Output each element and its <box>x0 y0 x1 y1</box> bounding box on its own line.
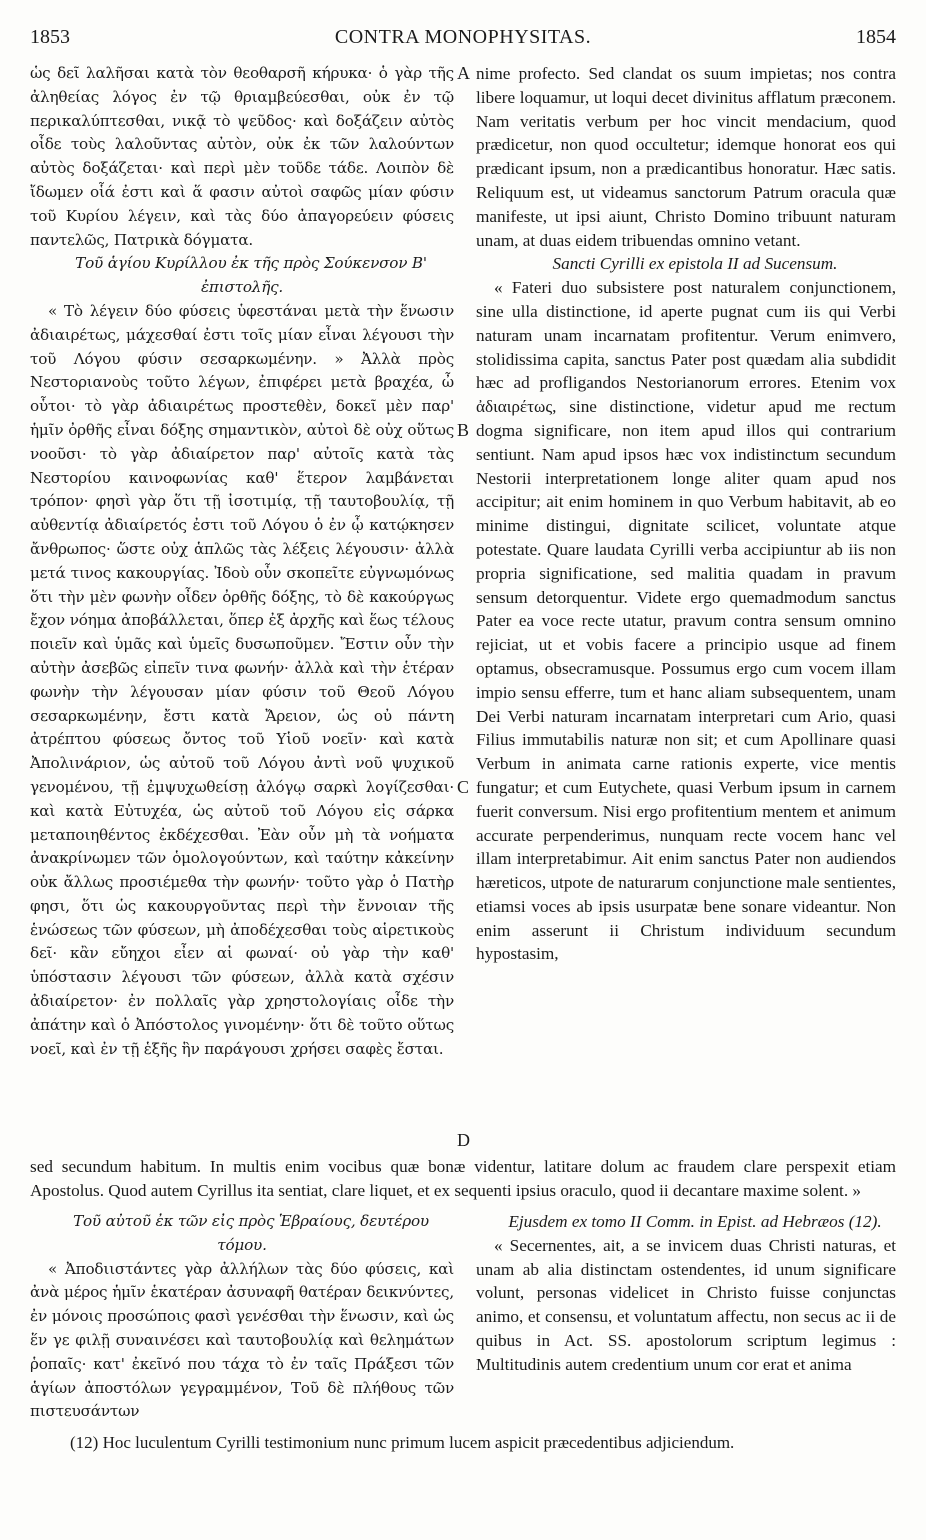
latin-heading-2: Ejusdem ex tomo II Comm. in Epist. ad Hebræos (12). <box>508 1212 882 1231</box>
latin-column-upper <box>476 62 896 966</box>
margin-marker-d: D <box>457 1130 470 1150</box>
latin-paragraph-1: nime profecto. Sed clandat os suum impietas; nos contra libere loquamur, ut loqui decet divinitus afflatum præconem. Nam veritatis verbum per hoc vincit mendacium, quod prædicetur, non quod occultetur; idemque honorat eos qui prædicant ipsum, non a prædicantibus honoratur. Hæc satis. Reliquum est, ut videamus sanctorum Patrum oracula quæ manifeste, ut ipsi aiunt, Christo Domino tribuunt naturam unam, at duas eidem tribuendas omnino vetant. <box>476 64 896 250</box>
footnote: (12) Hoc luculentum Cyrilli testimonium nunc primum lucem aspicit præcedentibus adjiciendum. <box>70 1433 735 1452</box>
margin-marker-a: A <box>457 63 470 83</box>
greek-paragraph-1: ὡς δεῖ λαλῆσαι κατὰ τὸν θεοθαρσῆ κήρυκα· ὁ γὰρ τῆς ἀληθείας λόγος ἐν τῷ θριαμβεύεσθαι, οὐκ ἐν τῷ περικαλύπτεσθαι, νικᾷ τὸ ψεῦδος· καὶ δοξάζειν αὐτὸς οἶδε τοὺς λαλοῦντας αὐτὸν, οὐκ ἐκ τῶν λαλούντων αὐτὸς δοξάζεται· καὶ περὶ μὲν τοῦδε τάδε. Λοιπὸν δὲ ἴδωμεν οἷά ἐστι καὶ ἅ φασιν αὐτοὶ σαφῶς μίαν φύσιν τοῦ Κυρίου λέγειν, καὶ τὰς δύο ἀπαγορεύειν φύσεις παντελῶς, Πατρικὰ δόγματα. <box>30 64 454 249</box>
full-width-paragraph: sed secundum habitum. In multis enim vocibus quæ bonæ videntur, latitare dolum ac fraudem clare perspexit etiam Apostolus. Quod autem Cyrillus ita sentiat, clare liquet, et ex sequenti ipsius oraculo, quod ii decantare maxime solent. » <box>30 1157 896 1200</box>
running-header <box>30 26 896 56</box>
latin-column-lower <box>476 1210 896 1377</box>
margin-marker-b: B <box>457 420 470 440</box>
greek-paragraph-2: « Τὸ λέγειν δύο φύσεις ὑφεστάναι μετὰ τὴν ἕνωσιν ἀδιαιρέτως, μάχεσθαί ἐστι τοῖς μίαν εἶναι λέγουσι τὴν τοῦ Λόγου φύσιν σεσαρκωμένην. » Ἀλλὰ πρὸς Νεστοριανοὺς τοῦτο λέγων, ἐπιφέρει μετὰ βραχέα, ὦ οὗτοι· τὸ γὰρ ἀδιαιρέτως προστεθὲν, δοκεῖ μὲν παρ' ἡμῖν ὀρθῆς εἶναι δόξης σημαντικὸν, αὐτοὶ δὲ οὐχ οὕτως νοοῦσι· τὸ γὰρ ἀδιαίρετον παρ' αὐτοῖς κατὰ τὰς Νεστορίου καινοφωνίας καθ' ἕτερον λαμβάνεται τρόπον· φησὶ γὰρ ὅτι τῇ ἰσοτιμίᾳ, τῇ ταυτοβουλίᾳ, τῇ αὐθεντίᾳ ἀδιαίρετός ἐστι τοῦ Λόγου ὁ ἐν ᾧ κατῴκησεν ἄνθρωπος· ὥστε οὐχ ἁπλῶς τὰς λέξεις λέγουσιν· ἀλλὰ μετά τινος κακουργίας. Ἰδοὺ οὖν σκοπεῖτε εὐγνωμόνως ὅτι τὴν μὲν φωνὴν οἶδεν ὀρθῆς δόξης, τὸ δὲ κακούργως ἔχον νόημα ἀποβάλλεται, ὅπερ ἐξ ἀρχῆς καὶ ἕως τέλους ποιεῖν καὶ ὑμᾶς καὶ ὑμεῖς δυσωποῦμεν. Ἔστιν οὖν τὴν αὐτὴν ἀσεβῶς εἰπεῖν τινα φωνήν· ἀλλὰ καὶ τὴν ἑτέραν φωνὴν τὴν λέγουσαν μίαν φύσιν τοῦ Θεοῦ Λόγου σεσαρκωμένην, ἔστι κατὰ Ἄρειον, ὡς οὐ πάντη ἀτρέπτου φύσεως ὄντος τοῦ Υἱοῦ νοεῖν· καὶ κατὰ Ἀπολινάριον, ὡς αὐτοῦ τοῦ Λόγου ἀντὶ νοῦ ψυχικοῦ γενομένου, τῇ ἐμψυχωθείσῃ ἀλόγῳ σαρκὶ λογίζεσθαι· καὶ κατὰ Εὐτυχέα, ὡς αὐτοῦ τοῦ Λόγου εἰς σάρκα μεταποιηθέντος ἐκδέχεσθαι. Ἐὰν οὖν μὴ τὰ νοήματα ἀνακρίνωμεν τῶν ὁμολογούντων, καὶ ταύτην κἀκείνην οὐκ ἄλλως προσιέμεθα τὴν φωνήν· τοῦτο γὰρ ὁ Πατὴρ φησι, ὅτι ὡς κακουργοῦντας περὶ τὴν ἔννοιαν τῆς ἑνώσεως τῶν φύσεων, μὴ ἀποδέχεσθαι τοὺς αἱρετικοὺς δεῖ· κἂν εὔηχοι εἶεν αἱ φωναί· οὐ γὰρ τὴν καθ' ὑπόστασιν λέγουσι τῶν φύσεων, ἀλλὰ κατὰ σχέσιν ἀδιαίρετον· ἐν πολλαῖς γὰρ χρηστολογίαις οἶδε τὴν ἀπάτην καὶ ὁ Ἀπόστολος γινομένην· ὅτι δὲ τοῦτο οὕτως νοεῖ, καὶ ἐν τῇ ἑξῆς ἣν παράγουσι χρήσει σαφὲς ἔσται. <box>30 301 454 1058</box>
greek-paragraph-3: « Ἀποδιιστάντες γὰρ ἀλλήλων τὰς δύο φύσεις, καὶ ἀνὰ μέρος ἡμῖν ἑκατέραν ἀσυναφῆ θατέραν δεικνύντες, ἐν μόνοις προσώποις φασὶ γενέσθαι τὴν ἕνωσιν, καὶ ὡς ἕν γε φιλῇ συναινέσει καὶ ταυτοβουλίᾳ καὶ θελημάτων ῥοπαῖς· κατ' ἐκεῖνό που τάχα τὸ ἐν ταῖς Πράξεσι τῶν ἁγίων ἀποστόλων γεγραμμένον, Τοῦ δὲ πλήθους τῶν πιστευσάντων <box>30 1259 454 1421</box>
greek-column-upper <box>30 62 454 1061</box>
running-title: CONTRA MONOPHYSITAS. <box>334 26 592 48</box>
latin-heading-1: Sancti Cyrilli ex epistola II ad Sucensum. <box>552 254 838 274</box>
right-page-number: 1854 <box>856 26 896 48</box>
greek-column-lower <box>30 1210 454 1424</box>
left-page-number: 1853 <box>30 26 70 48</box>
margin-marker-c: C <box>457 777 470 797</box>
latin-paragraph-3: « Secernentes, ait, a se invicem duas Christi naturas, et unam ab alia distinctam ostendentes, id unum significare volunt, personas videlicet in Christo fuisse conjunctas animo, et consensu, et voluntatum affectu, non secus ac ii de quibus in Act. SS. apostolorum scriptum legimus : Multitudinis autem credentium unum cor erat et anima <box>476 1235 896 1374</box>
greek-heading-1: Τοῦ ἁγίου Κυρίλλου ἐκ τῆς πρὸς Σούκενσον Β' ἐπιστολῆς. <box>75 254 427 297</box>
greek-heading-2: Τοῦ αὐτοῦ ἐκ τῶν εἰς πρὸς Ἑβραίους, δευτέρου τόμου. <box>73 1212 429 1254</box>
latin-paragraph-2: « Fateri duo subsistere post naturalem conjunctionem, sine ulla distinctione, id aperte pugnat cum iis qui Verbi naturam unam incarnatam profitentur. Verum enimvero, stolidissima capita, sanctus Pater post quædam alia subdidit hæc ad profligandos Nestorianorum errores. Etenim vox ἀδιαιρέτως, sine distinctione, videtur apud me rectum dogma significare, non item apud illos qui contrarium sentiunt. Nam apud ipsos hæc vox indistinctum secundum Nestorii interpretationem longe aliter quam apud nos accipitur; ait enim hominem in quo Verbum habitavit, ab eo minime distingui, dignitate scilicet, voluntate atque potestate. Quare laudata Cyrilli verba accipiuntur ab iis non propria significatione, sed malitia quadam in pravum sensum detorquentur. Videte ergo quemadmodum sanctus Pater ea voce recte utatur, pravum contra sensum omnino rejiciat, ut et vobis facere a principio usque ad finem optamus, obsecramusque. Possumus ergo cum vocem illam impio sensu efferre, tum et hanc aliam subsequentem, unam Dei Verbi naturam incarnatam interpretari cum Ario, quasi Filius immutabilis naturæ non sit; et cum Apollinare quasi Verbum in animata carne rationis experte, vice mentis fungatur; et cum Eutychete, quasi Verbum ipsum in carnem fuerit conversum. Nisi ergo profitentium mentem et animum accurate perpenderimus, nunquam recte vocem hanc vel illam interpretabimur. Ait enim sanctus Pater non audiendos hæreticos, utpote de naturarum conjunctione male sentientes, etiamsi voces ab ipsis usurpatæ bene sonare videantur. Non enim asserunt ii Christum individuum secundum hypostasim, <box>476 278 897 964</box>
